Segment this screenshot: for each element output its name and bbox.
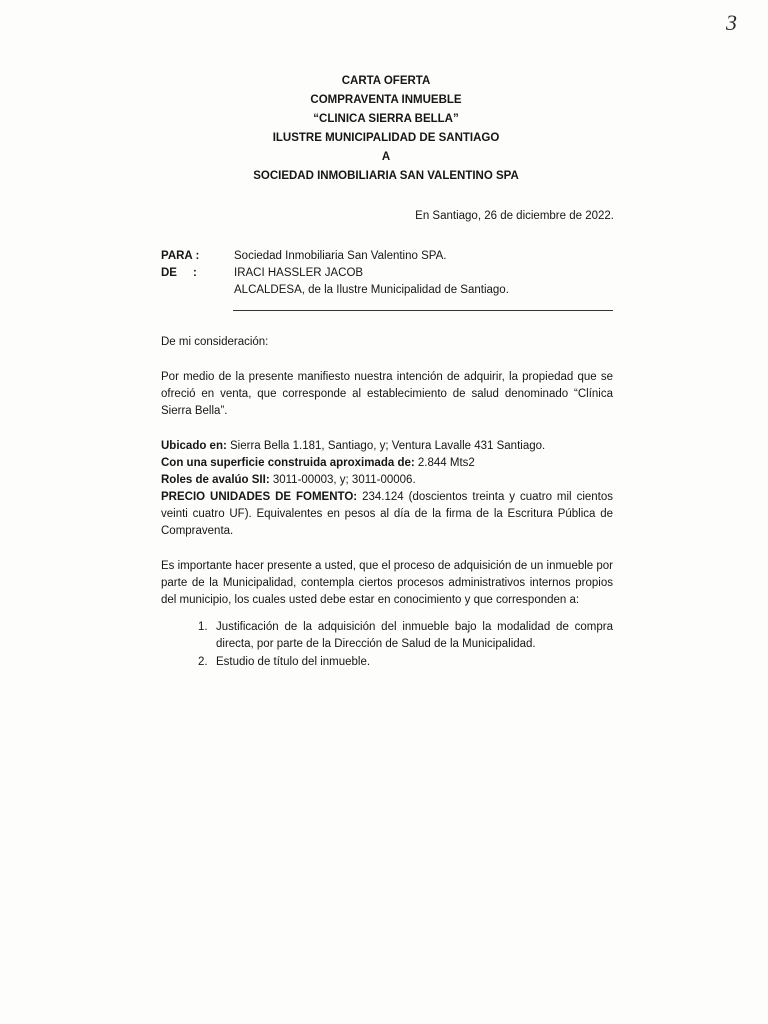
- para-row: [161, 248, 621, 265]
- price-value: 234.124 (doscientos treinta y cuatro mil cientos veinti cuatro UF). Equivalentes en pesos al día de la firma de la Escritura Pública de Compraventa.: [161, 491, 614, 537]
- page-number-mark: 3: [726, 10, 737, 35]
- list-item-number: 2.: [198, 656, 208, 668]
- location-value: Sierra Bella 1.181, Santiago, y; Ventura Lavalle 431 Santiago.: [226, 440, 546, 452]
- de-value-title: ALCALDESA, de la Ilustre Municipalidad de Santiago.: [234, 284, 509, 296]
- roles-line: [161, 472, 613, 489]
- para-label: PARA :: [161, 250, 200, 262]
- heading-line: A: [381, 151, 391, 163]
- process-paragraph: Es importante hacer presente a usted, que el proceso de adquisición de un inmueble por parte de la Municipalidad, contempla ciertos procesos administrativos internos propios del municipio, los cuales usted debe estar en conocimiento y que corresponden a:: [161, 560, 613, 606]
- divider-line: [233, 310, 613, 311]
- surface-value: 2.844 Mts2: [414, 457, 475, 469]
- surface-label: Con una superficie construida aproximada de:: [161, 457, 415, 469]
- de-value: IRACI HASSLER JACOB: [234, 267, 364, 279]
- date-line: En Santiago, 26 de diciembre de 2022.: [415, 210, 614, 222]
- roles-value: 3011-00003, y; 3011-00006.: [269, 474, 416, 486]
- greeting: De mi consideración:: [161, 336, 269, 348]
- list-item-number: 1.: [198, 621, 208, 633]
- heading-line: ILUSTRE MUNICIPALIDAD DE SANTIAGO: [272, 132, 500, 144]
- de-row: [161, 265, 621, 282]
- list-item-text: Justificación de la adquisición del inmueble bajo la modalidad de compra directa, por parte de la Dirección de Salud de la Municipalidad.: [216, 621, 613, 650]
- heading-line: SOCIEDAD INMOBILIARIA SAN VALENTINO SPA: [253, 170, 519, 182]
- list-item: [198, 654, 613, 671]
- letter-body: [161, 334, 613, 672]
- list-item-text: Estudio de título del inmueble.: [216, 656, 371, 668]
- addressee-block: [161, 248, 621, 299]
- price-label: PRECIO UNIDADES DE FOMENTO:: [161, 491, 358, 503]
- roles-label: Roles de avalúo SII:: [161, 474, 270, 486]
- heading-line: CARTA OFERTA: [341, 75, 431, 87]
- heading-line: “CLINICA SIERRA BELLA”: [313, 113, 459, 125]
- heading-line: COMPRAVENTA INMUEBLE: [310, 94, 462, 106]
- requirements-list: [161, 619, 613, 671]
- price-line: [161, 489, 613, 540]
- para-value: Sociedad Inmobiliaria San Valentino SPA.: [234, 250, 447, 262]
- location-line: [161, 438, 613, 455]
- list-item: [198, 619, 613, 653]
- intro-paragraph: Por medio de la presente manifiesto nuestra intención de adquirir, la propiedad que se ofreció en venta, que corresponde al establecimiento de salud denominado “Clínica Sierra Bella”.: [161, 371, 613, 417]
- de-label: DE :: [161, 267, 197, 279]
- property-details: [161, 438, 613, 540]
- de-row-2: [161, 282, 621, 299]
- document-heading: [0, 72, 768, 186]
- location-label: Ubicado en:: [161, 440, 227, 452]
- surface-line: [161, 455, 613, 472]
